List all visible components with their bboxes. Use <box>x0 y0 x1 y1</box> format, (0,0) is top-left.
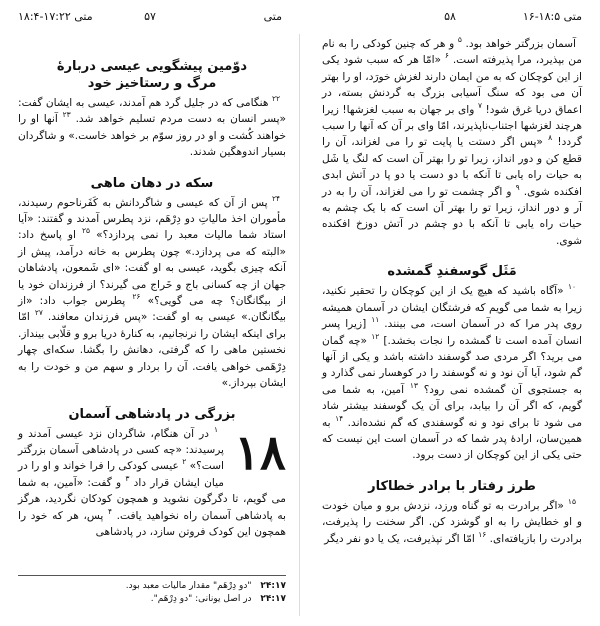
chapter-18-block <box>18 426 286 541</box>
verse-number: ۲۳ <box>62 110 71 120</box>
verse-text: آمین، به شما می گویم، که اگر آن را بیابد، برای آن یک گوسفند بیشتر شاد می شود تا برای نود و نه گوسفندی که گم نشده‌اند. <box>322 383 583 429</box>
verse-text: عیسی کودکی را فرا خواند و او را در میان ایشان قرار داد <box>18 460 224 489</box>
left-header-book: متی <box>263 10 282 23</box>
footnote <box>18 593 286 606</box>
verse-text: [زیرا پسر انسان آمده است تا گمشده را نجات بخشد.] <box>322 318 583 347</box>
verse-number: ۲ <box>182 457 187 467</box>
verse-number: ۲۲ <box>271 94 280 103</box>
verse-text: پس از آن که عیسی و شاگردانش به کَفَرناحوم رسیدند، مأموران اخذ مالیاتِ دو دِرْهَم، نزد پطرس آمدند و گفتند: «آیا استاد شما مالیات معبد را نمی پردازد؟» <box>18 196 286 242</box>
left-text-column <box>18 36 286 618</box>
verse-number: ۱۱ <box>371 315 380 325</box>
paragraph-verses-22-23 <box>18 95 286 161</box>
footnotes <box>18 575 286 606</box>
verse-text: آنها او را خواهند کُشت و او در روز سوّم بر خواهد خاست.» و شاگردان بسیار اندوهگین شدند. <box>18 113 286 159</box>
section-title-line1: دوّمین پیشگویی عیسی دربارهٔ <box>56 59 248 74</box>
verse-text: امّا اگر نپذیرفت، یک یا دو نفر دیگر <box>324 532 475 545</box>
verse-number: ۱۰ <box>567 282 576 292</box>
verse-text: «آگاه باشید که هیچ یک از این کوچکان را تحقیر نکنید، زیرا به شما می گویم که فرشتگان ایشان در آسمان همیشه روی پدر مرا که در آسمان است، می بینند. <box>322 285 582 331</box>
verse-text: به همین‌سان، ارادهٔ پدر شما که در آسمان است این نیست که حتی یکی از این کوچکان از دست برود. <box>322 416 582 462</box>
left-header-reference: متی ۱۷:۲۲-۱۸:۴ <box>18 10 93 23</box>
verse-number: ۸ <box>548 133 553 143</box>
footnote <box>18 580 286 593</box>
verse-text: پس، هر که خود را همچون این کودک فروتن سازد، در پادشاهی <box>18 509 286 538</box>
verse-text: پطرس جواب داد: «از بیگانگان.» عیسی به او گفت: «پس فرزندان معافند. <box>18 295 286 324</box>
verse-number: ۴ <box>108 506 113 516</box>
verse-text: «چه گمان می برید؟ اگر مردی صد گوسفند داشته باشد و یکی از آنها گم شود، آیا آن نود و نه گوسفند را در کوهسار نمی گذارد و به جستجوی آن گمشده نمی رود؟ <box>322 334 582 396</box>
verse-number: ۷ <box>477 100 482 110</box>
verse-number: ۱۳ <box>409 380 418 390</box>
right-text-column <box>322 36 582 618</box>
verse-number: ۱۵ <box>567 496 576 506</box>
right-page-number: ۵۸ <box>444 10 456 23</box>
section-title-greatness-in-kingdom: بزرگی در پادشاهی آسمان <box>68 406 236 422</box>
verse-text: و هر که چنین کودکی را به نام من بپذیرد، مرا پذیرفته است. <box>322 38 582 67</box>
verse-text: «اگر برادرت به تو گناه ورزد، نزدش برو و میان خودت و او خطایش را به او گوشزد کن. اگر سخنت را پذیرفت، برادرت را بازیافته‌ای. <box>322 499 582 545</box>
chapter-number: ۱۸ <box>234 424 286 481</box>
verse-text: «امّا هر که سبب شود یکی از این کوچکان که به من ایمان دارند لغزش خورَد، او را بهتر آن می بود که سنگ آسیابی بزرگ به گردنش بسته، در اعماق دریا غرق شود! <box>322 54 583 116</box>
section-title-coin-in-fish: سکه در دهان ماهی <box>90 175 214 191</box>
section-title-second-prediction <box>18 58 286 92</box>
verse-number: ۹ <box>515 182 520 192</box>
verse-text: و اگر چشمت تو را می لغزاند، آن را به در آر و دور انداز، زیرا تو را بهتر آن است که با یک چشم به حیات راه یابی تا آنکه با دو چشم در آتش دوزخ افکنده شوی. <box>322 185 582 247</box>
left-page-number: ۵۷ <box>144 10 156 23</box>
verse-text: آسمان بزرگتر خواهد بود. <box>465 38 577 50</box>
paragraph-verses-15-16 <box>322 498 582 547</box>
verse-text: هنگامی که در جلیل گرد هم آمدند، عیسی به ایشان گفت: «پسر انسان به دست مردم تسلیم خواهد شد. <box>18 97 287 126</box>
right-running-header <box>318 10 582 26</box>
section-title-erring-brother: طرز رفتار با برادر خطاکار <box>368 478 536 494</box>
footnote-text: در اصل یونانی: "دو دِرْهَم". <box>150 594 252 604</box>
verse-number: ۲۴ <box>271 193 280 203</box>
verse-number: ۱۲ <box>371 331 380 341</box>
verse-text: وای بر جهان به سبب لغزشها! زیرا هرچند لغزشها اجتناب‌ناپذیرند، امّا وای بر آن که آنها را سبب گردد! <box>322 103 582 149</box>
verse-number: ۶ <box>444 51 449 61</box>
verse-number: ۲۵ <box>82 226 91 236</box>
verse-number: ۲۶ <box>132 292 141 302</box>
footnote-ref: ۲۴:۱۷ <box>260 581 286 591</box>
verse-number: ۵ <box>457 35 462 44</box>
paragraph-verses-4-9 <box>322 36 582 249</box>
verse-text: «پس اگر دستت یا پایت تو را می لغزاند، آن را قطع کن و دور انداز، زیرا تو را بهتر آن است که لنگ یا شَل به حیات راه یابی تا آنکه با دو دست یا دو پا در آتش ابدی افکنده شوی. <box>322 136 582 198</box>
footnote-text: "دو دِرْهَم" مقدار مالیات معبد بود. <box>125 581 252 591</box>
section-title-line2: مرگ و رستاخیز خود <box>87 76 217 91</box>
right-page <box>300 0 600 626</box>
verse-number: ۳ <box>125 473 130 483</box>
verse-text: و گفت: «آمین، به شما می گویم، تا دگرگون نشوید و همچون کودکان نگردید، هرگز به پادشاهی آسمان راه نخواهید یافت. <box>18 476 286 522</box>
verse-text: در آن هنگام، شاگردان نزد عیسی آمدند و پرسیدند: «چه کسی در پادشاهی آسمان بزرگتر است؟» <box>18 427 224 473</box>
paragraph-verses-10-14 <box>322 283 582 463</box>
section-title-lost-sheep: مَثَل گوسفندِ گمشده <box>387 264 517 280</box>
verse-number: ۱۶ <box>478 529 487 539</box>
verse-text: امّا برای اینکه ایشان را نرنجانیم، به کنارهٔ دریا برو و قلّابی بینداز. نخستین ماهی را که گرفتی، دهانش را بگشا. سکه‌ای چهار دِرْهَمی خواهی یافت. آن را بردار و سهم من و خودت را به ایشان بپرداز.» <box>18 311 286 390</box>
verse-number: ۲۷ <box>34 308 43 318</box>
right-header-reference: متی ۱۸:۵-۱۶ <box>522 10 582 23</box>
verse-number: ۱۴ <box>335 413 344 423</box>
left-running-header <box>18 10 282 26</box>
verse-number: ۱ <box>213 424 219 434</box>
paragraph-verses-24-27 <box>18 195 286 392</box>
footnote-ref: ۲۴:۱۷ <box>260 594 286 604</box>
verse-text: او پاسخ داد: «البته که می پردازد.» چون پطرس به خانه درآمد، پیش از آنکه چیزی بگوید، عیسی به او گفت: «ای شَمعون، پادشاهان جهان از چه کسانی باج و خَراج می گیرند؟ از فرزندان خود یا از بیگانگان؟ چه می گویی؟» <box>18 229 286 308</box>
